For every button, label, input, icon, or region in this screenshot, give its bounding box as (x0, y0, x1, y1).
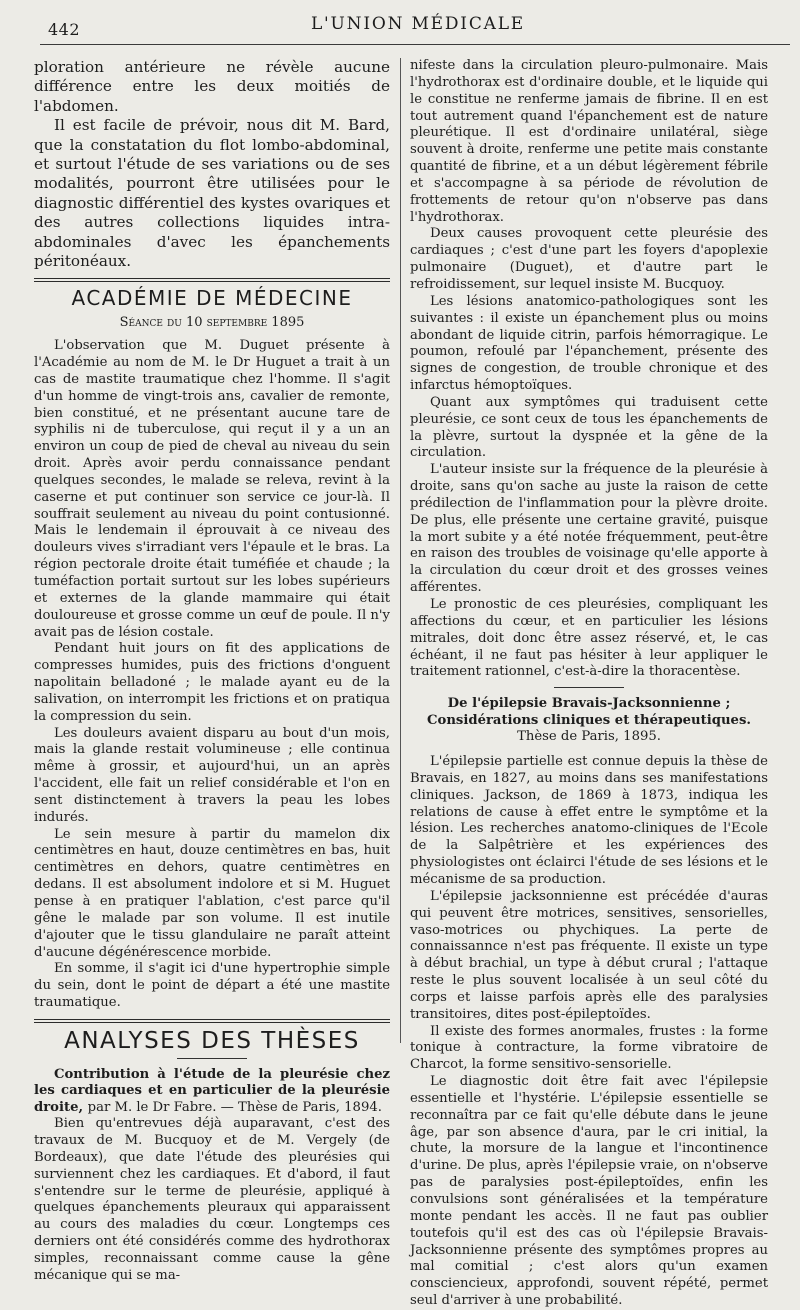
column-divider (400, 58, 401, 1043)
running-title: L'UNION MÉDICALE (310, 14, 526, 34)
paragraph: Bien qu'entrevues déjà auparavant, c'est des travaux de M. Bucquoy et de M. Vergely (de Bordeaux), que date l'étude des pleurésies qui surviennent chez les cardiaques. Et d'abord, il faut s'entendre sur le terme de pleurésie, appliqué à quelques épanchements pleuraux qui apparaissent au cours des maladies du cœur. Longtemps ces derniers ont été considérés comme des hydrothorax simples, reconnaissant comme cause la gêne mécanique qui se ma- (34, 1116, 390, 1283)
thesis-title (34, 1067, 390, 1117)
paragraph: Quant aux symptômes qui traduisent cette pleurésie, ce sont ceux de tous les épanchements de la plèvre, surtout la dyspnée et la gêne de la circulation. (410, 394, 768, 461)
paragraph: Il existe des formes anormales, frustes : la forme tonique à contracture, la forme vibratoire de Charcot, la forme sensitivo-sensorielle. (410, 1023, 768, 1073)
paragraph: Deux causes provoquent cette pleurésie des cardiaques ; c'est d'une part les foyers d'apoplexie pulmonaire (Duguet), et d'autre part le refroidissement, sur lequel insiste M. Bucquoy. (410, 226, 768, 292)
paragraph: L'observation que M. Duguet présente à l'Académie au nom de M. le Dr Huguet a trait à un cas de mastite traumatique chez l'homme. Il s'agit d'un homme de vingt-trois ans, cavalier de remonte, bien constitué, et ne présentant aucune tare de syphilis ni de tuberculose, qui reçut il y a un an environ un coup de pied de cheval au niveau du sein droit. Après avoir perdu connaissance pendant quelques secondes, le malade se releva, revint à la caserne et put continuer son service ce jour-là. Il souffrait seulement au niveau du point contusionné. Mais le lendemain il éprouvait à ce niveau des douleurs vives s'irradiant vers l'épaule et le bras. La région pectorale droite était tuméfiée et chaude ; la tuméfaction portait surtout sur les lobes supérieurs et externes de la glande mammaire qui était douloureuse et grosse comme un œuf de poule. Il n'y avait pas de lésion costale. (34, 338, 390, 640)
paragraph: L'épilepsie jacksonnienne est précédée d'auras qui peuvent être motrices, sensitives, sensorielles, vaso-motrices ou phychiques. La perte de connaissannce n'est pas fréquente. Il existe un type à début brachial, un type à début crural ; l'attaque reste le plus souvent localisée à un seul côté du corps et laisse parfois après elle des paralysies transitoires, dites post-épileptoïdes. (410, 888, 768, 1022)
paragraph: L'épilepsie partielle est connue depuis la thèse de Bravais, en 1827, au moins dans ses manifestations cliniques. Jackson, de 1869 à 1873, indiqua les relations de cause à effet entre le symptôme et la lésion. Les recherches anatomo-cliniques de l'Ecole de la Salpêtrière et les expériences des physiologistes ont éclairci l'étude de ses lésions et le mécanisme de sa production. (410, 754, 768, 887)
paragraph: En somme, il s'agit ici d'une hypertrophie simple du sein, dont le point de départ a été une mastite traumatique. (34, 961, 390, 1011)
section-title-analyses: ANALYSES DES THÈSES (64, 1027, 360, 1054)
session-date: Séance du 10 septembre 1895 (119, 315, 305, 331)
right-column (410, 58, 768, 1310)
paragraph: Les douleurs avaient disparu au bout d'un mois, mais la glande restait volumineuse ; elle continua même à grossir, et aujourd'hui, un an après l'accident, elle fait un relief considérable et l'on en sent distinctement à travers la peau les lobes indurés. (34, 725, 390, 825)
paragraph: Le pronostic de ces pleurésies, compliquant les affections du cœur, et en particulier les lésions mitrales, doit donc être assez réservé, et, le cas échéant, il ne faut pas hésiter à leur appliquer le traitement rationnel, c'est-à-dire la thoracentèse. (410, 597, 768, 680)
paragraph: ploration antérieure ne révèle aucune différence entre les deux moitiés de l'abdomen. (34, 58, 390, 115)
paragraph: Les lésions anatomico-pathologiques sont les suivantes : il existe un épanchement plus ou moins abondant de liquide citrin, parfois hémorragique. Le poumon, refoulé par l'épanchement, présente des signes de congestion, de trouble chronique et des infarctus hémoptoïques. (410, 293, 768, 394)
section-title-academie: ACADÉMIE DE MÉDECINE (71, 286, 353, 311)
thesis-title-line: De l'épilepsie Bravais-Jacksonnienne ; (447, 696, 731, 712)
short-rule (177, 1058, 247, 1059)
short-rule (554, 687, 624, 688)
paragraph: Le diagnostic doit être fait avec l'épilepsie essentielle et l'hystérie. L'épilepsie essentielle se reconnaîtra par ce fait qu'elle débute dans le jeune âge, par son absence d'aura, par le cri initial, la chute, la morsure de la langue et l'incontinence d'urine. De plus, après l'épilepsie vraie, on n'observe pas de paralysies post-épileptoïdes, enfin les convulsions sont généralisées et la température monte pendant les accès. Il ne faut pas oublier toutefois qu'il est des cas où l'épilepsie Bravais-Jacksonnienne présente des symptômes propres au mal comitial ; c'est alors qu'un examen consciencieux, approfondi, souvent répété, permet seul d'arriver à une probabilité. (410, 1074, 768, 1309)
paragraph: nifeste dans la circulation pleuro-pulmonaire. Mais l'hydrothorax est d'ordinaire double, et le liquide qui le constitue ne renferme jamais de fibrine. Il en est tout autrement quand l'épanchement est de nature pleurétique. Il est d'ordinaire unilatéral, siège souvent à droite, renferme une petite mais constante quantité de fibrine, et a un début légèrement fébrile et s'accompagne à sa période de révolution de frottements de retour qu'on n'observe pas dans l'hydrothorax. (410, 58, 768, 225)
section-rule (34, 278, 390, 282)
page-number: 442 (48, 20, 81, 39)
section-rule (34, 1019, 390, 1023)
paragraph: Il est facile de prévoir, nous dit M. Bard, que la constatation du flot lombo-abdominal, et surtout l'étude de ses variations ou de ses modalités, pourront être utilisées pour le diagnostic différentiel des kystes ovariques et des autres collections liquides intra-abdominales d'avec les épanchements péritonéaux. (34, 116, 390, 271)
thesis-title-line: Considérations cliniques et thérapeutiques. (427, 712, 751, 728)
left-column (34, 58, 390, 1285)
thesis-title-text: Contribution à l'étude de la pleurésie chez les cardiaques et en particulier de la pleurésie droite, (34, 1066, 390, 1115)
thesis-subtitle: Thèse de Paris, 1895. (517, 729, 661, 745)
paragraph: L'auteur insiste sur la fréquence de la pleurésie à droite, sans qu'on sache au juste la raison de cette prédilection de l'inflammation pour la plèvre droite. De plus, elle présente une certaine gravité, puisque la mort subite y a été notée fréquemment, peut-être en raison des troubles de voisinage qu'elle apporte à la circulation du cœur droit et des grosses veines afférentes. (410, 462, 768, 596)
paragraph: Pendant huit jours on fit des applications de compresses humides, puis des frictions d'onguent napolitain belladoné ; le malade ayant eu de la salivation, on interrompit les frictions et on pratiqua la compression du sein. (34, 641, 390, 724)
header-rule (40, 44, 790, 45)
thesis-author: par M. le Dr Fabre. — Thèse de Paris, 1894. (87, 1099, 382, 1115)
page-header (48, 10, 788, 42)
paragraph: Le sein mesure à partir du mamelon dix centimètres en haut, douze centimètres en bas, huit centimètres en dehors, quatre centimètres en dedans. Il est absolument indolore et si M. Huguet pense à en pratiquer l'ablation, c'est parce qu'il gêne le malade par son volume. Il est inutile d'ajouter que le tissu glandulaire ne paraît atteint d'aucune dégénérescence morbide. (34, 826, 390, 960)
